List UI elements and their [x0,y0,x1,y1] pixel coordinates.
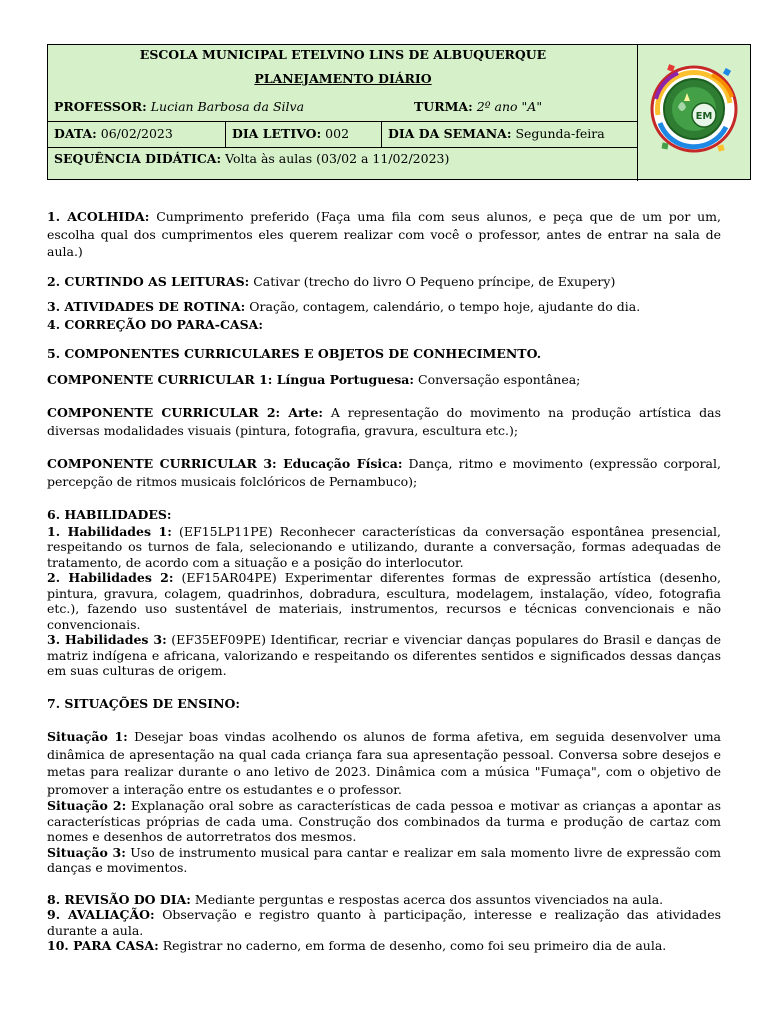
section-text: Dança, ritmo e movimento (expressão corporal, percepção de ritmos musicais folclóricos de Pernambuco); [47,456,721,489]
header-info [48,45,638,181]
section-text: Uso de instrumento musical para cantar e realizar em sala momento livre de expressão com danças e movimentos. [47,844,721,875]
situacao-2 [47,798,721,845]
dia-letivo-cell [226,122,382,147]
section-label: Situação 3: [47,844,126,860]
section-label: 4. CORREÇÃO DO PARA-CASA: [47,316,263,332]
logo-text: EM [695,111,713,122]
section-revisao [47,892,721,908]
plan-content [47,208,721,954]
dia-letivo-label: DIA LETIVO: [232,126,322,141]
professor-row [48,95,638,119]
section-label: 2. Habilidades 2: [47,570,174,585]
school-name: ESCOLA MUNICIPAL ETELVINO LINS DE ALBUQUERQUE [139,47,547,62]
section-text: Explanação oral sobre as características de cada pessoa e motivar as crianças a apontar as características próprias de cada uma. Construção dos combinados da turma e produção de cartaz com nomes e desenhos de autorretratos dos mesmos. [47,798,721,844]
section-habilidades [47,506,721,524]
section-avaliacao [47,907,721,938]
situacao-3 [47,845,721,876]
section-label: Situação 1: [47,729,128,744]
section-para-casa [47,938,721,954]
section-label: 10. PARA CASA: [47,938,159,953]
section-text: Conversação espontânea; [418,371,581,387]
date-row [48,121,638,148]
section-label: 5. COMPONENTES CURRICULARES E OBJETOS DE CONHECIMENTO. [47,346,542,361]
header-table [47,44,751,180]
section-label: 7. SITUAÇÕES DE ENSINO: [47,695,241,711]
habilidade-2 [47,570,721,632]
data-cell [48,122,226,147]
section-label: 3. ATIVIDADES DE ROTINA: [47,299,246,314]
section-label: COMPONENTE CURRICULAR 2: Arte: [47,405,323,420]
section-label: COMPONENTE CURRICULAR 1: Língua Portuguesa: [47,371,415,387]
section-leituras [47,273,721,291]
habilidade-3 [47,632,721,679]
dia-semana-cell [382,122,638,147]
data-label: DATA: [54,126,97,141]
section-label: 6. HABILIDADES: [47,507,172,522]
section-label: 3. Habilidades 3: [47,632,167,647]
school-logo [638,45,750,179]
section-label: 1. ACOLHIDA: [47,209,150,224]
section-label: COMPONENTE CURRICULAR 3: Educação Física: [47,456,403,471]
section-text: Registrar no caderno, em forma de desenho, como foi seu primeiro dia de aula. [162,938,667,953]
section-label: 9. AVALIAÇÃO: [47,907,155,922]
section-label: Situação 2: [47,798,127,813]
section-text: A representação do movimento na produção artística das diversas modalidades visuais (pintura, fotografia, gravura, escultura etc.); [47,405,721,438]
componente-2 [47,404,721,439]
situacao-1 [47,728,721,798]
habilidade-1 [47,524,721,571]
section-text: Observação e registro quanto à participação, interesse e realização das atividades durante a aula. [47,907,722,938]
section-text: (EF35EF09PE) Identificar, recriar e vivenciar danças populares do Brasil e danças de matriz indígena e africana, valorizando e respeitando os diferentes sentidos e significados dessas danças em suas culturas de origem. [47,632,721,678]
section-para-casa-correcao [47,316,721,334]
section-rotina [47,298,721,316]
dia-semana-value: Segunda-feira [515,126,605,141]
section-text: Oração, contagem, calendário, o tempo hoje, ajudante do dia. [249,299,641,314]
professor-label: PROFESSOR: [54,99,147,114]
sequencia-value: Volta às aulas (03/02 a 11/02/2023) [225,151,450,166]
section-text: Cumprimento preferido (Faça uma fila com seus alunos, e peça que de um por um, escolha qual dos cumprimentos eles querem realizar com você o professor, antes de entrar na sala de aula.) [47,209,721,259]
componente-1 [47,371,721,389]
turma-cell [408,95,638,119]
section-text: (EF15AR04PE) Experimentar diferentes formas de expressão artística (desenho, pintura, gravura, colagem, quadrinhos, dobradura, escultura, modelagem, instalação, vídeo, fotografia etc.), fazendo uso sustentável de materiais, instrumentos, recursos e técnicas convencionais e não convencionais. [47,570,721,632]
section-componentes [47,345,721,363]
section-text: (EF15LP11PE) Reconhecer características da conversação espontânea presencial, respeitando os turnos de fala, selecionando e utilizando, durante a conversação, formas adequadas de tratamento, de acordo com a situação e a posição do interlocutor. [47,523,721,570]
school-logo-cell [638,45,750,179]
section-label: 1. Habilidades 1: [47,523,172,539]
dia-letivo-value: 002 [325,126,350,141]
professor-cell [48,95,408,119]
section-situacoes [47,695,721,713]
dia-semana-label: DIA DA SEMANA: [388,126,512,141]
section-label: 2. CURTINDO AS LEITURAS: [47,273,250,289]
section-label: 8. REVISÃO DO DIA: [47,891,191,907]
section-acolhida [47,208,721,261]
document-title: PLANEJAMENTO DIÁRIO [254,71,432,86]
professor-value: Lucian Barbosa da Silva [150,99,305,114]
sequencia-cell [48,148,638,178]
section-text: Desejar boas vindas acolhendo os alunos de forma afetiva, em seguida desenvolver uma dinâmica de apresentação na qual cada criança fara sua apresentação pessoal. Conversa sobre desejos e metas para realizar durante o ano letivo de 2023. Dinâmica com a música "Fumaça", com o objetivo de promover a interação entre os estudantes e o professor. [47,729,721,797]
turma-label: TURMA: [414,99,473,114]
sequencia-row [48,148,638,178]
sequencia-label: SEQUÊNCIA DIDÁTICA: [54,151,222,166]
data-value: 06/02/2023 [100,126,173,141]
section-text: Cativar (trecho do livro O Pequeno príncipe, de Exupery) [253,273,616,289]
turma-value: 2º ano "A" [476,99,543,114]
componente-3 [47,455,721,490]
section-text: Mediante perguntas e respostas acerca dos assuntos vivenciados na aula. [194,891,664,907]
